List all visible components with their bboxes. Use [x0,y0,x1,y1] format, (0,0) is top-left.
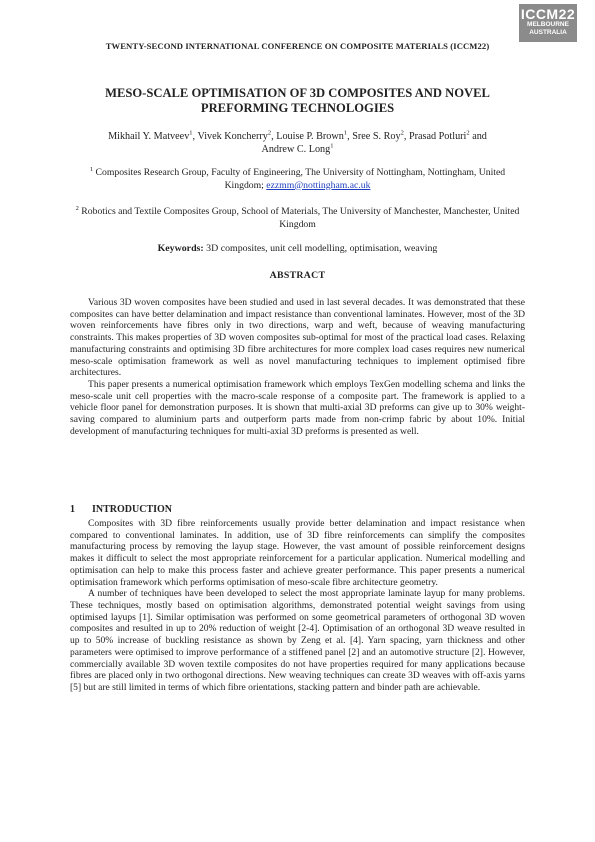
logo-line-2: MELBOURNE [527,21,569,28]
keywords-text: 3D composites, unit cell modelling, optimisation, weaving [203,243,438,254]
section-heading-introduction [70,504,172,515]
abstract-body [70,297,525,438]
paper-title: MESO-SCALE OPTIMISATION OF 3D COMPOSITES AND NOVEL PREFORMING TECHNOLOGIES [105,86,490,115]
author: Sree S. Roy$^2$, [352,129,409,142]
introduction-body [70,518,525,694]
author: Prasad Potluri$^2$ and [408,129,487,142]
abstract-paragraph: This paper presents a numerical optimisation framework which employs TexGen modelling schema and links the meso-scale unit cell properties with the macro-scale response of a composite part. The framework is applied to a vehicle floor panel for demonstration purposes. It is shown that multi-axial 3D preforms can give up to 30% weight-saving compared to aluminium parts and outperform parts made from non-crimp fabric by about 10%. Initial development of manufacturing techniques for multi-axial 3D preforms is presented as well. [70,379,525,437]
affiliation-1: $^1$ Composites Research Group, Faculty of Engineering, The University of Nottingham, Nottingham, United Kingdom; ezzmm@nottingham.ac.uk [89,165,506,191]
keywords-label: Keywords: [157,243,204,254]
logo-line-3: AUSTRALIA [529,29,567,36]
abstract-heading: ABSTRACT [269,270,326,281]
conference-header: TWENTY-SECOND INTERNATIONAL CONFERENCE ON COMPOSITE MATERIALS (ICCM22) [105,41,490,51]
affiliation-2: $^2$ Robotics and Textile Composites Group, School of Materials, The University of Manchester, Manchester, United Kingdom [75,204,520,230]
abstract-paragraph: Various 3D woven composites have been studied and used in last several decades. It was demonstrated that these composites can have better delamination and impact resistance than conventional laminates. However, most of the 3D woven reinforcements have fibres only in two directions, warp and weft, because of weaving manufacturing constraints. This makes properties of 3D woven composites sub-optimal for most of the practical load cases. Relaxing manufacturing constraints and optimising 3D fibre architectures for more complex load cases requires new numerical meso-scale optimisation framework as well as novel manufacturing techniques to implement optimised fibre architectures. [70,297,525,379]
introduction-paragraph: Composites with 3D fibre reinforcements usually provide better delamination and impact resistance when compared to conventional laminates. In addition, use of 3D fibre reinforcements can simplify the composites manufacturing process by removing the layup stage. However, the vast amount of possible reinforcement designs makes it difficult to select the most appropriate reinforcement for a particular application. Numerical modelling and optimisation can help to make this process faster and achieve greater performance. This paper presents a numerical optimisation framework which performs optimisation of meso-scale fibre architecture geometry. [70,518,525,588]
author: Vivek Koncherry$^2$, [197,129,277,142]
conference-logo [519,4,577,42]
author: Mikhail Y. Matveev$^1$, [108,129,198,142]
section-title: INTRODUCTION [92,504,173,515]
keywords [70,243,525,254]
author-list [70,130,525,156]
section-number: 1 [70,504,75,515]
author: Andrew C. Long$^1$ [261,142,334,155]
introduction-paragraph: A number of techniques have been developed to select the most appropriate laminate layup for many problems. These techniques, mostly based on optimisation algorithms, demonstrated potential weight savings from using optimised layups [1]. Similar optimisation was performed on some geometrical parameters of orthogonal 3D woven composites and resulted in up to 20% reduction of weight [2-4]. Optimisation of an orthogonal 3D weave resulted in up to 50% increase of buckling resistance as shown by Zeng et al. [4]. Yarn spacing, yarn thickness and other parameters were optimised to improve performance of a stiffened panel [2] and an automotive structure [2]. However, commercially available 3D woven textile composites do not have properties required for many applications because fibres are placed only in two orthogonal directions. New weaving techniques can create 3D weaves with off-axis yarns [5] but are still limited in terms of which fibre orientations, stacking pattern and binder path are achievable. [70,588,525,694]
author-email-link[interactable]: ezzmm@nottingham.ac.uk [266,179,371,191]
author: Louise P. Brown$^1$, [276,129,353,142]
logo-line-1: ICCM22 [520,6,576,22]
